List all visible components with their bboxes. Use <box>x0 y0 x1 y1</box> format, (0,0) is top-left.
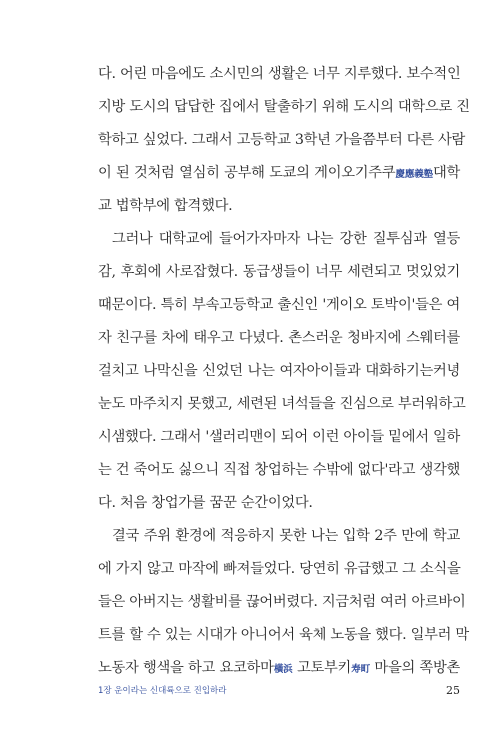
text-line: 에 가지 않고 마작에 빠져들었다. 당연히 유급했고 그 소식을 <box>98 561 461 577</box>
text-line: 감, 후회에 사로잡혔다. 동급생들이 너무 세련되고 멋있었기 <box>98 264 460 280</box>
hanja-annotation: 慶應義塾 <box>395 169 433 180</box>
text-line <box>98 157 460 190</box>
text-line: 시샘했다. 그래서 '샐러리맨이 되어 이런 아이들 밑에서 일하 <box>98 429 460 445</box>
text-line: 결국 주위 환경에 적응하지 못한 나는 입학 2주 만에 학교 <box>112 528 460 544</box>
text-segment: 마을의 쪽방촌 <box>369 660 460 676</box>
text-line: 그러나 대학교에 들어가자마자 나는 강한 질투심과 열등 <box>112 231 460 247</box>
hanja-annotation: 寿町 <box>351 664 370 675</box>
body-text <box>98 58 470 685</box>
chapter-title: 1장 운이라는 신대륙으로 진입하라 <box>98 686 227 696</box>
text-line: 는 건 죽어도 싫으니 직접 창업하는 수밖에 없다'라고 생각했 <box>98 462 460 478</box>
text-line: 걸치고 나막신을 신었던 나는 여자아이들과 대화하기는커녕 <box>98 363 460 379</box>
page-number: 25 <box>446 684 460 697</box>
text-segment: 고토부키 <box>292 660 352 676</box>
text-segment: 노동자 행색을 하고 요코하마 <box>98 660 274 676</box>
text-line: 학하고 싶었다. 그래서 고등학교 3학년 가을쯤부터 다른 사람 <box>98 132 466 148</box>
text-line: 들은 아버지는 생활비를 끊어버렸다. 지금처럼 여러 아르바이 <box>98 594 466 610</box>
text-line: 자 친구를 차에 태우고 다녔다. 촌스러운 청바지에 스웨터를 <box>98 330 460 346</box>
text-line: 다. 처음 창업가를 꿈꾼 순간이었다. <box>98 495 313 511</box>
text-line: 트를 할 수 있는 시대가 아니어서 육체 노동을 했다. 일부러 막 <box>98 627 469 643</box>
text-line: 눈도 마주치지 못했고, 세련된 녀석들을 진심으로 부러워하고 <box>98 396 466 412</box>
hanja-annotation: 橫浜 <box>273 664 293 675</box>
text-line: 교 법학부에 합격했다. <box>98 198 233 214</box>
text-segment: 대학 <box>432 165 460 181</box>
text-line <box>98 652 460 685</box>
page-footer <box>98 683 460 699</box>
text-line: 지방 도시의 답답한 집에서 탈출하기 위해 도시의 대학으로 진 <box>98 99 470 115</box>
text-segment: 이 된 것처럼 열심히 공부해 도쿄의 게이오기주쿠 <box>98 165 396 181</box>
text-line: 다. 어린 마음에도 소시민의 생활은 너무 지루했다. 보수적인 <box>98 66 461 82</box>
text-line: 때문이다. 특히 부속고등학교 출신인 '게이오 토박이'들은 여 <box>98 297 460 313</box>
